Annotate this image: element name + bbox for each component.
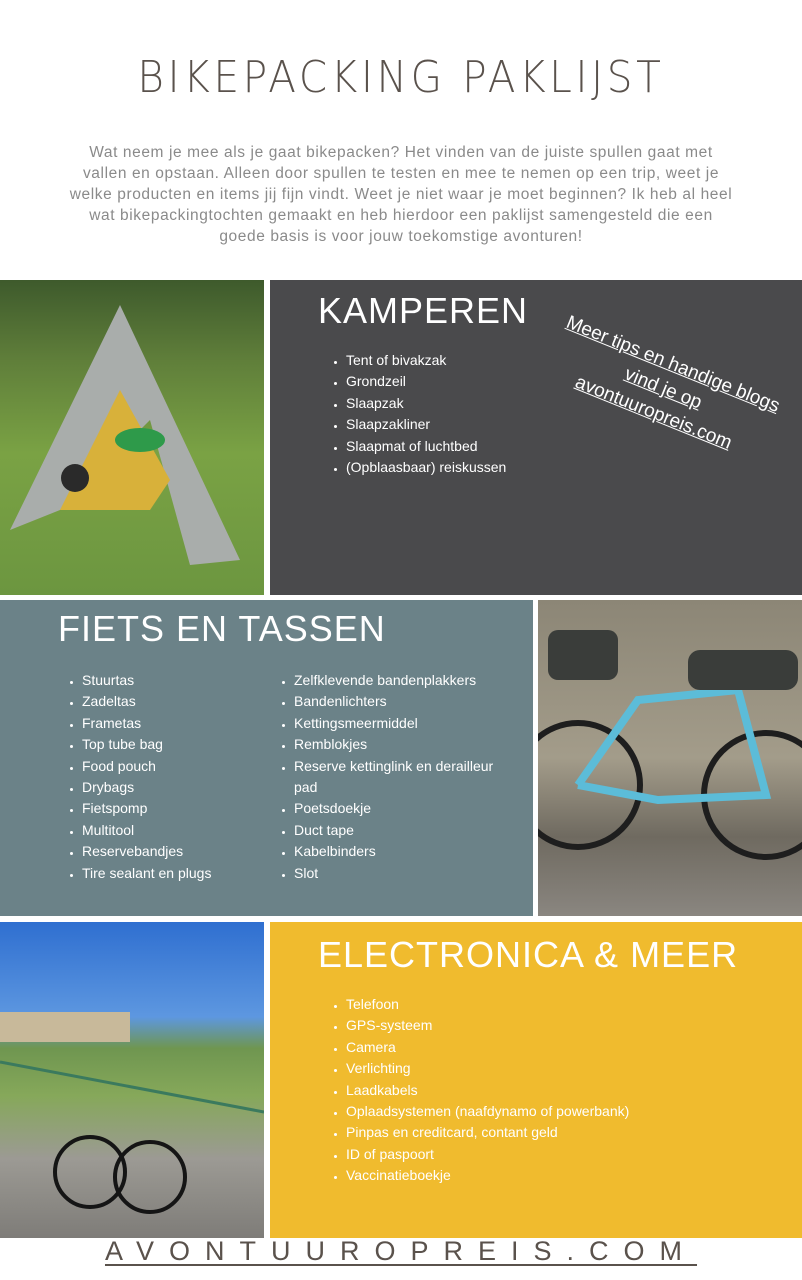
list-item: • ID of paspoort [346, 1144, 629, 1165]
electronica-list [326, 994, 629, 1187]
list-item: • Remblokjes [294, 734, 514, 755]
list-item: • Verlichting [346, 1058, 629, 1079]
list-item: • Oplaadsystemen (naafdynamo of powerbank) [346, 1101, 629, 1122]
electronica-panel [270, 922, 802, 1238]
list-item: • Slaapzak [346, 393, 506, 414]
list-item: • Vaccinatieboekje [346, 1165, 629, 1186]
footer [0, 1236, 802, 1267]
list-item: • Slaapzakliner [346, 414, 506, 435]
list-item: • Laadkabels [346, 1080, 629, 1101]
intro-text: Wat neem je mee als je gaat bikepacken? Het vinden van de juiste spullen gaat met vallen en opstaan. Alleen door spullen te testen en mee te nemen op een trip, weet je welke producten en items jij fijn vindt. Weet je niet waar je moet beginnen? Ik heb al heel wat bikepackingtochten gemaakt en heb hierdoor een paklijst samengesteld die een goede basis is voor jouw toekomstige avonturen! [69, 144, 733, 245]
fiets-title: FIETS EN TASSEN [58, 608, 386, 649]
list-item: • Reserve kettinglink en derailleur pad [294, 756, 514, 799]
list-item: • Grondzeil [346, 371, 506, 392]
list-item: • Camera [346, 1037, 629, 1058]
list-item: • Slaapmat of luchtbed [346, 436, 506, 457]
list-item: • Tire sealant en plugs [82, 863, 262, 884]
list-item: • Top tube bag [82, 734, 262, 755]
list-item: • Stuurtas [82, 670, 262, 691]
page-title: BIKEPACKING PAKLIJST [137, 52, 665, 103]
tent-photo [0, 280, 264, 595]
castle-bike-photo [0, 922, 264, 1238]
list-item: • (Opblaasbaar) reiskussen [346, 457, 506, 478]
list-item: • Bandenlichters [294, 691, 514, 712]
list-item: • Tent of bivakzak [346, 350, 506, 371]
fiets-panel [0, 600, 533, 916]
list-item: • Telefoon [346, 994, 629, 1015]
bike-wall-photo [538, 600, 802, 916]
list-item: • Pinpas en creditcard, contant geld [346, 1122, 629, 1143]
electronica-title: ELECTRONICA & MEER [318, 934, 739, 975]
kamperen-title: KAMPEREN [318, 290, 529, 331]
list-item: • Poetsdoekje [294, 798, 514, 819]
list-item: • GPS-systeem [346, 1015, 629, 1036]
fiets-list-2 [274, 670, 514, 884]
list-item: • Slot [294, 863, 514, 884]
list-item: • Fietspomp [82, 798, 262, 819]
footer-site-link[interactable]: AVONTUUROPREIS.COM [104, 1236, 698, 1266]
kamperen-list [326, 350, 506, 478]
list-item: • Reservebandjes [82, 841, 262, 862]
list-item: • Duct tape [294, 820, 514, 841]
list-item: • Food pouch [82, 756, 262, 777]
list-item: • Frametas [82, 713, 262, 734]
list-item: • Kettingsmeermiddel [294, 713, 514, 734]
list-item: • Drybags [82, 777, 262, 798]
list-item: • Zelfklevende bandenplakkers [294, 670, 514, 691]
list-item: • Kabelbinders [294, 841, 514, 862]
list-item: • Multitool [82, 820, 262, 841]
fiets-list-1 [62, 670, 262, 884]
list-item: • Zadeltas [82, 691, 262, 712]
promo-link[interactable]: Meer tips en handige blogs vind je op avontuuropreis.com [563, 311, 783, 454]
